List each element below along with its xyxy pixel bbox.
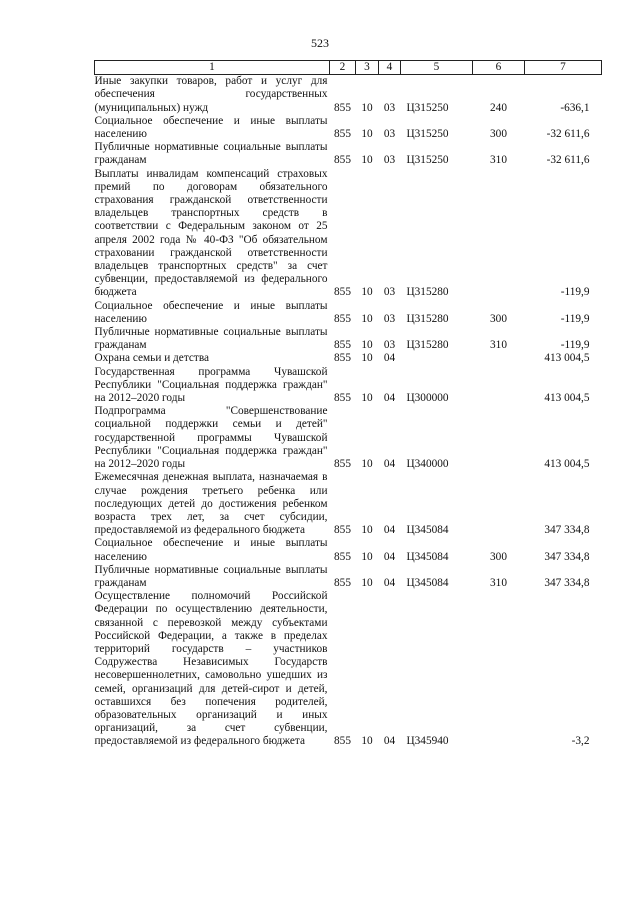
row-subsection: 04 bbox=[383, 352, 396, 365]
row-subsection: 03 bbox=[383, 128, 396, 141]
row-amount: -119,9 bbox=[560, 286, 590, 299]
row-expense-type: 240 bbox=[490, 101, 507, 114]
row-expense-type: 300 bbox=[490, 128, 507, 141]
row-target-code: Ц300000 bbox=[406, 392, 449, 405]
row-name: Социальное обеспечение и иные выплаты населению bbox=[94, 114, 328, 141]
row-subsection: 03 bbox=[383, 286, 396, 299]
page-number: 523 bbox=[311, 36, 329, 50]
row-amount: -32 611,6 bbox=[546, 128, 590, 141]
row-target-code: Ц340000 bbox=[406, 458, 449, 471]
row-subsection: 04 bbox=[383, 392, 396, 405]
table-row bbox=[95, 141, 602, 167]
row-target-code: Ц315250 bbox=[406, 101, 449, 114]
row-name: Осуществление полномочий Российской Федерации по осуществлению деятельности, связанной с перевозкой между субъектами Российской Федерации, а также в пределах территорий государств – участников Содружества Независимых Государств несовершеннолетних, самовольно ушедших из семей, организаций для детей-сирот и детей, оставшихся без попечения родителей, образовательных организаций и иных организаций, за счет субвенции, предоставляемой из федерального бюджета bbox=[94, 590, 328, 748]
row-amount: -3,2 bbox=[571, 735, 590, 748]
row-section: 10 bbox=[361, 312, 373, 325]
row-section: 10 bbox=[361, 735, 373, 748]
row-grbs: 855 bbox=[334, 550, 351, 563]
row-name: Государственная программа Чувашской Республики "Социальная поддержка граждан" на 2012–2020 годы bbox=[94, 365, 328, 405]
row-subsection: 03 bbox=[383, 154, 396, 167]
row-target-code: Ц315250 bbox=[406, 154, 449, 167]
row-name: Выплаты инвалидам компенсаций страховых премий по договорам обязательного страхования гражданской ответственности владельцев транспортных средств в соответствии с Федеральным законом от 25 апреля 2002 года № 40-ФЗ "Об обязательном страховании гражданской ответственности владельцев транспортных средств" за счет субвенции, предоставляемой из федерального бюджета bbox=[94, 167, 328, 299]
row-target-code: Ц345940 bbox=[406, 735, 449, 748]
table-body bbox=[95, 75, 602, 749]
column-header: 5 bbox=[401, 61, 473, 75]
table-row bbox=[95, 366, 602, 406]
row-amount: 347 334,8 bbox=[544, 550, 590, 563]
row-grbs: 855 bbox=[334, 154, 351, 167]
column-header: 1 bbox=[95, 61, 330, 75]
column-header: 6 bbox=[473, 61, 525, 75]
row-grbs: 855 bbox=[334, 101, 351, 114]
row-section: 10 bbox=[361, 524, 373, 537]
row-target-code: Ц345084 bbox=[406, 576, 449, 589]
row-expense-type bbox=[473, 405, 525, 471]
row-expense-type bbox=[473, 352, 525, 365]
row-expense-type: 300 bbox=[490, 312, 507, 325]
row-subsection: 04 bbox=[383, 458, 396, 471]
row-name: Социальное обеспечение и иные выплаты населению bbox=[94, 299, 328, 325]
row-name: Публичные нормативные социальные выплаты гражданам bbox=[94, 141, 328, 167]
row-amount: 413 004,5 bbox=[544, 352, 590, 365]
row-expense-type bbox=[473, 366, 525, 406]
row-target-code bbox=[401, 352, 473, 365]
row-expense-type: 300 bbox=[490, 550, 507, 563]
row-section: 10 bbox=[361, 550, 373, 563]
row-subsection: 04 bbox=[383, 550, 396, 563]
row-grbs: 855 bbox=[334, 339, 351, 352]
row-section: 10 bbox=[361, 286, 373, 299]
row-name: Социальное обеспечение и иные выплаты населению bbox=[94, 537, 328, 563]
row-section: 10 bbox=[361, 352, 373, 365]
row-name: Публичные нормативные социальные выплаты гражданам bbox=[94, 326, 328, 352]
row-expense-type: 310 bbox=[490, 154, 507, 167]
row-grbs: 855 bbox=[334, 576, 351, 589]
row-amount: 347 334,8 bbox=[544, 524, 590, 537]
table-row bbox=[95, 564, 602, 590]
row-grbs: 855 bbox=[334, 286, 351, 299]
row-amount: -119,9 bbox=[560, 339, 590, 352]
column-header: 4 bbox=[379, 61, 401, 75]
row-section: 10 bbox=[361, 101, 373, 114]
row-section: 10 bbox=[361, 339, 373, 352]
row-grbs: 855 bbox=[334, 392, 351, 405]
row-subsection: 03 bbox=[383, 312, 396, 325]
row-grbs: 855 bbox=[334, 735, 351, 748]
row-section: 10 bbox=[361, 576, 373, 589]
row-subsection: 03 bbox=[383, 101, 396, 114]
row-section: 10 bbox=[361, 458, 373, 471]
row-amount: -119,9 bbox=[560, 312, 590, 325]
row-name: Ежемесячная денежная выплата, назначаемая в случае рождения третьего ребенка или последующих детей до достижения ребенком возраста трех лет, за счет субсидии, предоставляемой из федерального бюджета bbox=[94, 471, 328, 537]
budget-table bbox=[94, 60, 602, 749]
row-section: 10 bbox=[361, 392, 373, 405]
row-target-code: Ц315250 bbox=[406, 128, 449, 141]
row-grbs: 855 bbox=[334, 352, 351, 365]
table-row bbox=[95, 168, 602, 300]
row-target-code: Ц345084 bbox=[406, 524, 449, 537]
row-section: 10 bbox=[361, 154, 373, 167]
row-name: Публичные нормативные социальные выплаты гражданам bbox=[94, 563, 328, 589]
row-name: Подпрограмма "Совершенствование социальной поддержки семьи и детей" государственной программы Чувашской Республики "Социальная поддержка граждан" на 2012–2020 годы bbox=[94, 405, 328, 471]
table-row bbox=[95, 590, 602, 748]
row-expense-type bbox=[473, 168, 525, 300]
table-row bbox=[95, 75, 602, 115]
column-header: 7 bbox=[525, 61, 602, 75]
row-grbs: 855 bbox=[334, 128, 351, 141]
row-section: 10 bbox=[361, 128, 373, 141]
row-expense-type bbox=[473, 590, 525, 748]
row-subsection: 04 bbox=[383, 576, 396, 589]
row-grbs: 855 bbox=[334, 458, 351, 471]
table-header bbox=[95, 61, 602, 75]
column-header: 2 bbox=[330, 61, 356, 75]
table-row bbox=[95, 326, 602, 352]
row-amount: 347 334,8 bbox=[544, 576, 590, 589]
row-expense-type: 310 bbox=[490, 576, 507, 589]
row-subsection: 03 bbox=[383, 339, 396, 352]
table-row bbox=[95, 405, 602, 471]
table-row bbox=[95, 115, 602, 141]
row-subsection: 04 bbox=[383, 524, 396, 537]
row-name: Охрана семьи и детства bbox=[94, 352, 210, 365]
row-name: Иные закупки товаров, работ и услуг для обеспечения государственных (муниципальных) нужд bbox=[94, 75, 328, 114]
row-grbs: 855 bbox=[334, 312, 351, 325]
table-row bbox=[95, 352, 602, 365]
table-row bbox=[95, 300, 602, 326]
row-target-code: Ц315280 bbox=[406, 339, 449, 352]
row-grbs: 855 bbox=[334, 524, 351, 537]
column-header: 3 bbox=[356, 61, 379, 75]
row-amount: 413 004,5 bbox=[544, 458, 590, 471]
row-amount: -636,1 bbox=[560, 101, 590, 114]
row-target-code: Ц315280 bbox=[406, 286, 449, 299]
table-row bbox=[95, 537, 602, 563]
row-expense-type bbox=[473, 471, 525, 537]
row-amount: -32 611,6 bbox=[546, 154, 590, 167]
row-target-code: Ц345084 bbox=[406, 550, 449, 563]
row-target-code: Ц315280 bbox=[406, 312, 449, 325]
row-expense-type: 310 bbox=[490, 339, 507, 352]
row-subsection: 04 bbox=[383, 735, 396, 748]
row-amount: 413 004,5 bbox=[544, 392, 590, 405]
table-row bbox=[95, 471, 602, 537]
